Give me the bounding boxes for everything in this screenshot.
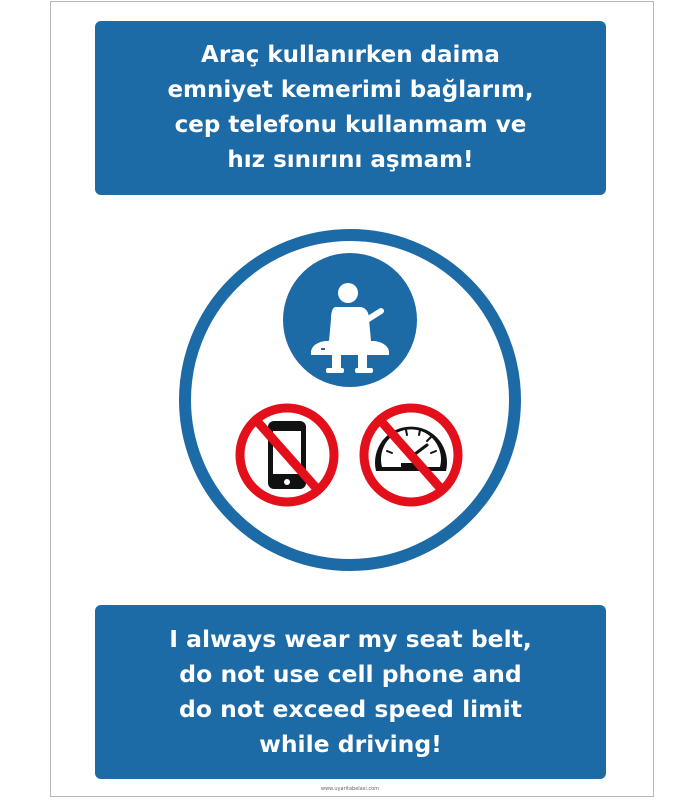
- bottom-text-line: do not exceed speed limit: [179, 695, 522, 723]
- top-text-line: hız sınırını aşmam!: [227, 147, 474, 173]
- bottom-text-line: do not use cell phone and: [179, 660, 522, 688]
- footer-url: www.uyaritabelasi.com: [320, 786, 380, 792]
- bottom-text-line: I always wear my seat belt,: [169, 625, 532, 653]
- top-banner-turkish: [95, 21, 606, 195]
- bottom-text-line: while driving!: [259, 730, 442, 758]
- symbol-panel: [175, 225, 525, 575]
- top-text-line: cep telefonu kullanmam ve: [174, 112, 527, 138]
- no-cell-phone-icon: [240, 408, 334, 502]
- top-text-line: Araç kullanırken daima: [201, 42, 500, 68]
- bottom-banner-english: [95, 605, 606, 779]
- seat-belt-icon: [283, 253, 417, 387]
- top-text-line: emniyet kemerimi bağlarım,: [167, 77, 534, 103]
- no-speeding-icon: [364, 408, 458, 502]
